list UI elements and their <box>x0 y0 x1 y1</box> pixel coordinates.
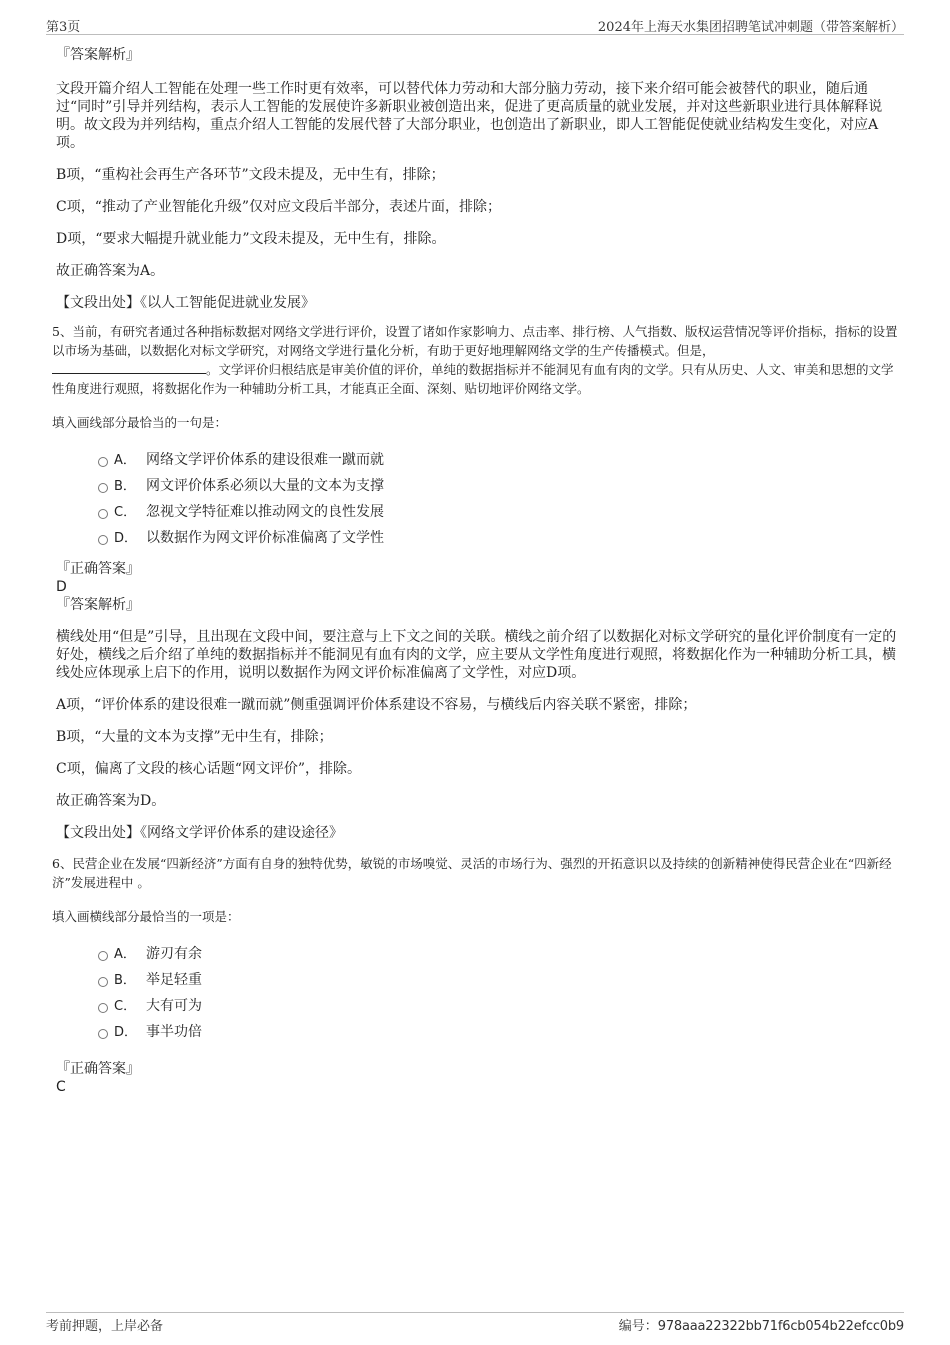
code-label: 编号： <box>618 1319 658 1334</box>
question-5 <box>52 322 902 432</box>
source-citation: 【文段出处】《网络文学评价体系的建设途径》 <box>56 825 343 841</box>
option-a[interactable]: A． 网络文学评价体系的建设很难一蹴而就 <box>56 450 902 476</box>
page-header <box>46 14 904 35</box>
option-d-explanation: D项，“要求大幅提升就业能力”文段未提及，无中生有，排除。 <box>56 231 446 247</box>
option-text: 网文评价体系必须以大量的文本为支撑 <box>146 478 384 494</box>
radio-button[interactable] <box>98 1003 108 1013</box>
option-c-explanation: C项，偏离了文段的核心话题“网文评价”，排除。 <box>56 761 362 777</box>
conclusion: 故正确答案为D。 <box>56 793 166 809</box>
radio-button[interactable] <box>98 977 108 987</box>
document-title: 2024年上海天水集团招聘笔试冲刺题（带答案解析） <box>597 20 904 35</box>
radio-button[interactable] <box>98 457 108 467</box>
option-text: 举足轻重 <box>146 972 202 988</box>
document-code <box>619 1315 904 1334</box>
radio-button[interactable] <box>98 1029 108 1039</box>
question-stem <box>52 322 902 398</box>
question-prompt: 填入画线部分最恰当的一句是： <box>52 415 228 430</box>
conclusion: 故正确答案为A。 <box>56 263 165 279</box>
correct-answer-label: 『正确答案』 <box>56 561 140 577</box>
option-c-explanation: C项，“推动了产业智能化升级”仅对应文段后半部分，表述片面，排除； <box>56 199 502 215</box>
option-text: 忽视文学特征难以推动网文的良性发展 <box>146 504 384 520</box>
question-stem-part1: 5、当前，有研究者通过各种指标数据对网络文学进行评价，设置了诸如作家影响力、点击率、排行榜、人气指数、版权运营情况等评价指标，指标的设置以市场为基础，以数据化对标文学研究，对网络文学进行量化分析，有助于更好地理解网络文学的生产传播模式。但是， <box>52 324 898 358</box>
analysis-text: 文段开篇介绍人工智能在处理一些工作时更有效率，可以替代体力劳动和大部分脑力劳动，接下来介绍可能会被替代的职业，随后通过“同时”引导并列结构，表示人工智能的发展使许多新职业被创造出来，促进了更高质量的就业发展，并对这些新职业进行具体解释说明。故文段为并列结构，重点介绍人工智能的发展代替了大部分职业，也创造出了新职业，即人工智能促使就业结构发生变化，对应A项。 <box>56 81 883 151</box>
code-value: 978aaa22322bb71f6cb054b22efcc0b9 <box>657 1319 904 1334</box>
option-d[interactable]: D． 事半功倍 <box>56 1022 902 1048</box>
question-6 <box>52 854 902 926</box>
main-content <box>52 46 902 1096</box>
analysis-text: 横线处用“但是”引导，且出现在文段中间，要注意与上下文之间的关联。横线之前介绍了以数据化对标文学研究的量化评价制度有一定的好处，横线之后介绍了单纯的数据指标并不能洞见有血有肉的文学，应主要从文学性角度进行观照，将数据化作为一种辅助分析工具，横线处应体现承上启下的作用，说明以数据作为网文评价标准偏离了文学性，对应D项。 <box>56 629 897 681</box>
option-c[interactable]: C． 忽视文学特征难以推动网文的良性发展 <box>56 502 902 528</box>
q6-options <box>56 944 902 1048</box>
question-stem: 6、民营企业在发展“四新经济”方面有自身的独特优势，敏锐的市场嗅觉、灵活的市场行为、强烈的开拓意识以及持续的创新精神使得民营企业在“四新经济”发展进程中 。 <box>52 856 892 890</box>
correct-answer-label: 『正确答案』 <box>56 1061 140 1077</box>
radio-button[interactable] <box>98 509 108 519</box>
option-d[interactable]: D． 以数据作为网文评价标准偏离了文学性 <box>56 528 902 554</box>
option-b-explanation: B项，“大量的文本为支撑”无中生有，排除； <box>56 729 333 745</box>
q5-options <box>56 450 902 554</box>
source-citation: 【文段出处】《以人工智能促进就业发展》 <box>56 295 315 311</box>
option-b[interactable]: B． 网文评价体系必须以大量的文本为支撑 <box>56 476 902 502</box>
correct-answer: D <box>56 579 67 595</box>
footer-slogan: 考前押题，上岸必备 <box>46 1319 164 1334</box>
option-b-explanation: B项，“重构社会再生产各环节”文段未提及，无中生有，排除； <box>56 167 445 183</box>
option-c[interactable]: C． 大有可为 <box>56 996 902 1022</box>
page-footer <box>46 1312 904 1337</box>
option-text: 事半功倍 <box>146 1024 202 1040</box>
radio-button[interactable] <box>98 535 108 545</box>
option-text: 游刃有余 <box>146 946 202 962</box>
question-prompt: 填入画横线部分最恰当的一项是： <box>52 909 240 924</box>
option-a-explanation: A项，“评价体系的建设很难一蹴而就”侧重强调评价体系建设不容易，与横线后内容关联不紧密，排除； <box>56 697 697 713</box>
option-text: 以数据作为网文评价标准偏离了文学性 <box>146 530 384 546</box>
option-text: 大有可为 <box>146 998 202 1014</box>
analysis-label: 『答案解析』 <box>56 47 140 63</box>
option-text: 网络文学评价体系的建设很难一蹴而就 <box>146 452 384 468</box>
radio-button[interactable] <box>98 483 108 493</box>
page-number: 第3页 <box>46 20 81 35</box>
analysis-label: 『答案解析』 <box>56 597 140 613</box>
option-b[interactable]: B． 举足轻重 <box>56 970 902 996</box>
correct-answer: C <box>56 1079 66 1095</box>
question-stem-part2: 。文学评价归根结底是审美价值的评价，单纯的数据指标并不能洞见有血有肉的文学。只有从历史、人文、审美和思想的文学性角度进行观照，将数据化作为一种辅助分析工具，才能真正全面、深刻、贴切地评价网络文学。 <box>52 362 894 396</box>
fill-blank <box>52 361 206 374</box>
radio-button[interactable] <box>98 951 108 961</box>
option-a[interactable]: A． 游刃有余 <box>56 944 902 970</box>
